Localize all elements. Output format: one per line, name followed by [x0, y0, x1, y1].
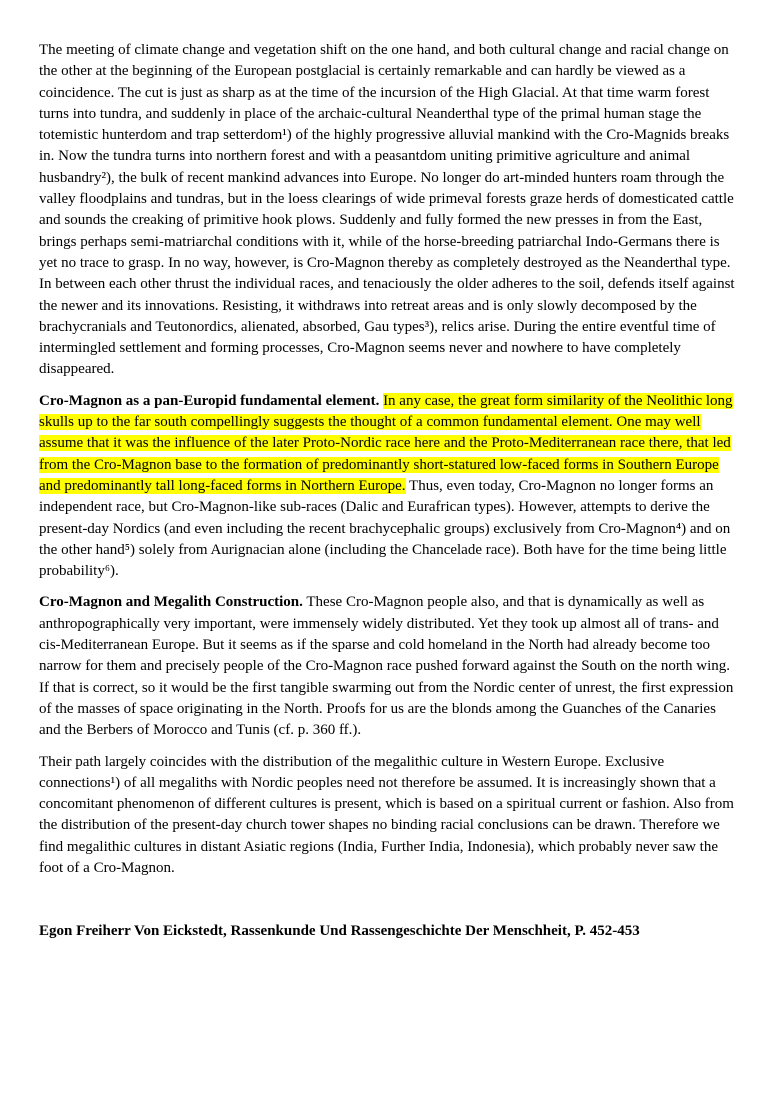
section-heading-pan-europid: Cro-Magnon as a pan-Europid fundamental element.	[39, 392, 380, 409]
paragraph-postglacial-change	[39, 40, 739, 381]
paragraph-body: The meeting of climate change and vegetation shift on the one hand, and both cultural change and racial change on the other at the beginning of the European postglacial is certainly remarkable and can hardly be viewed as a coincidence. The cut is just as sharp as at the time of the incursion of the High Glacial. At that time warm forest turns into tundra, and suddenly in place of the archaic-cultural Neanderthal type of the primal human stage the totemistic hunterdom and trap setterdom¹) of the highly progressive alluvial mankind with the Cro-Magnids breaks in. Now the tundra turns into northern forest and with a peasantdom uniting primitive agriculture and animal husbandry²), the bulk of recent mankind advances into Europe. No longer do art-minded hunters roam through the valley floodplains and tundras, but in the loess clearings of wide primeval forests graze herds of domesticated cattle and sounds the creaking of primitive hook plows. Suddenly and fully formed the new presses in from the East, brings perhaps semi-matriarchal conditions with it, while of the horse-breeding patriarchal Indo-Germans there is yet no trace to grasp. In no way, however, is Cro-Magnon thereby as completely destroyed as the Neanderthal type. In between each other thrust the individual races, and tenaciously the older adheres to the soil, defends itself against the newer and its innovations. Resisting, it withdraws into retreat areas and is only slowly decomposed by the brachycranials and Teutonordics, alienated, absorbed, Gau types³), relics arise. During the entire eventful time of intermingled settlement and forming processes, Cro-Magnon seems never and nowhere to have completely disappeared.	[39, 42, 735, 378]
paragraph-megalithic-culture	[39, 752, 739, 880]
section-heading-megalith: Cro-Magnon and Megalith Construction.	[39, 594, 303, 611]
paragraph-body: Thus, even today, Cro-Magnon no longer forms an independent race, but Cro-Magnon-like sub-races (Dalic and Eurafrican types). However, attempts to derive the present-day Nordics (and even including the recent brachycephalic groups) exclusively from Cro-Magnon⁴) and on the other hand⁵) solely from Aurignacian alone (including the Chancelade race). Both have for the time being little probability⁶).	[39, 477, 731, 580]
paragraph-megalith-construction	[39, 592, 739, 741]
highlighted-passage: In any case, the great form similarity of the Neolithic long skulls up to the far south compellingly suggests the thought of a common fundamental element. One may well assume that it was the influence of the later Proto-Nordic race here and the Proto-Mediterranean race there, that led from the Cro-Magnon base to the formation of predominantly short-statured low-faced forms in Southern Europe and predominantly tall long-faced forms in Northern Europe.	[39, 392, 733, 494]
paragraph-body: These Cro-Magnon people also, and that is dynamically as well as anthropographically very important, were immensely widely distributed. Yet they took up almost all of trans- and cis-Mediterranean Europe. But it seems as if the sparse and cold homeland in the North had already become too narrow for them and precisely people of the Cro-Magnon race pushed forward against the South on the north wing. If that is correct, so it would be the first tangible swarming out from the Nordic center of unrest, the first expression of the masses of space originating in the North. Proofs for us are the blonds among the Guanches of the Canaries and the Berbers of Morocco and Tunis (cf. p. 360 ff.).	[39, 594, 734, 739]
source-citation: Egon Freiherr Von Eickstedt, Rassenkunde Und Rassengeschichte Der Menschheit, P. 452-453	[39, 923, 640, 940]
paragraph-pan-europid-element	[39, 391, 739, 583]
paragraph-body: Their path largely coincides with the distribution of the megalithic culture in Western Europe. Exclusive connections¹) of all megaliths with Nordic peoples need not therefore be assumed. It is increasingly shown that a concomitant phenomenon of different cultures is present, which is based on a spiritual current or fashion. Also from the distribution of the present-day church tower shapes no binding racial conclusions can be drawn. Therefore we find megalithic cultures in distant Asiatic regions (India, Further India, Indonesia), which probably never saw the foot of a Cro-Magnon.	[39, 753, 734, 876]
